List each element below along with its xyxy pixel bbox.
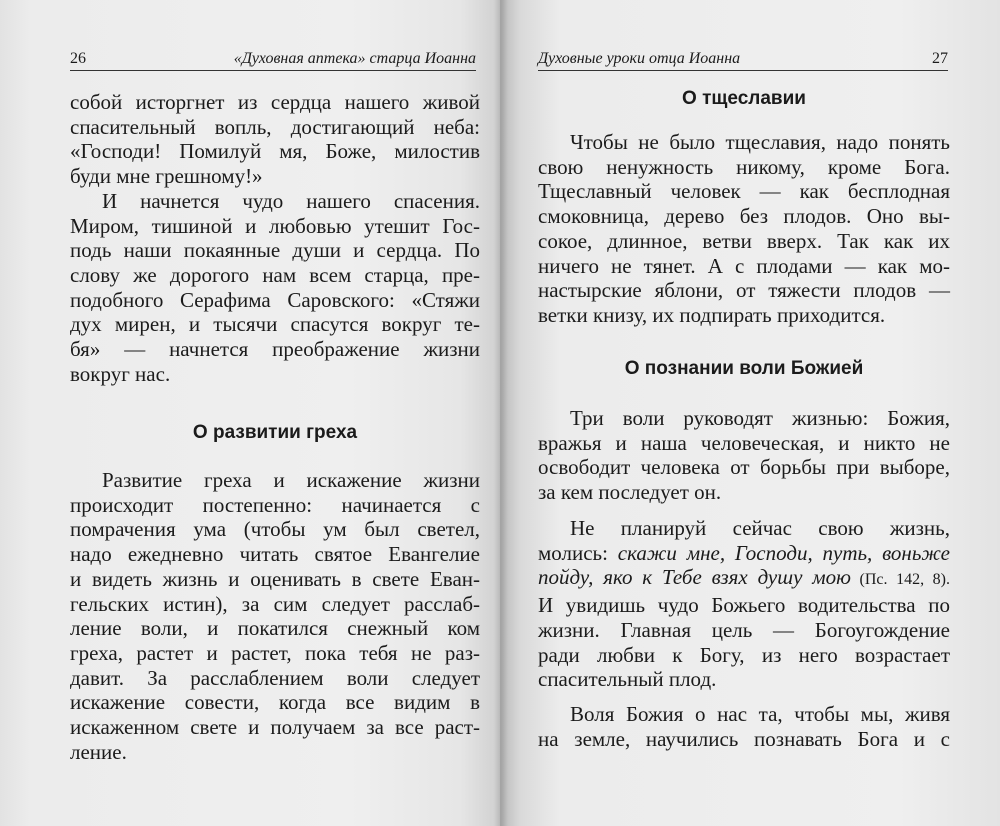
right-page	[500, 0, 1000, 826]
text-line: освободит человека от борьбы при выборе,	[538, 455, 950, 480]
header-rule	[538, 70, 948, 71]
text-line: спасительный вопль, достигающий неба:	[70, 114, 480, 139]
text-line: вражья и наша человеческая, и никто не	[538, 430, 950, 455]
text-line: Воля Божия о нас та, чтобы мы, живя	[570, 702, 950, 726]
section-heading: О познании воли Божией	[624, 358, 864, 379]
text-line: И увидишь чудо Божьего водительства по	[538, 593, 950, 618]
paragraph	[538, 516, 950, 692]
text-line: на земле, научились познавать Бога и с	[538, 726, 950, 751]
text-line: Развитие греха и искажение жизни	[102, 468, 480, 492]
paragraph	[538, 130, 950, 328]
text-line: буди мне грешному!»	[70, 164, 263, 189]
section-heading: О развитии греха	[192, 422, 358, 443]
text-line: подь наши покаянные души и сердца. По	[70, 238, 480, 263]
text-line: за кем последует он.	[538, 480, 722, 505]
text-line: собой исторгнет из сердца нашего живой	[70, 90, 480, 114]
text-line: и видеть жизнь и оценивать в свете Еван-	[70, 566, 480, 591]
running-title: «Духовная аптека» старца Иоанна	[233, 50, 476, 67]
scripture-quote: скажи мне, Господи, путь, воньже	[617, 540, 950, 565]
paragraph	[70, 90, 480, 386]
text-line	[538, 565, 950, 593]
text-line: ничего не тянет. А с плодами — как мо-	[538, 253, 950, 278]
text-line: гельских истин), за сим следует расслаб-	[70, 591, 480, 616]
text-line: надо ежедневно читать святое Евангелие	[70, 542, 480, 567]
text-line: сокое, длинное, ветви вверх. Так как их	[538, 228, 950, 253]
text-line: бя» — начнется преображение жизни	[70, 337, 480, 362]
text-line: Не планируй сейчас свою жизнь,	[570, 516, 950, 540]
header-rule	[70, 70, 476, 71]
book-gutter	[494, 0, 508, 826]
text-line: настырские яблони, от тяжести плодов —	[538, 278, 950, 303]
text-line	[538, 541, 950, 566]
scripture-reference: (Пс. 142, 8).	[850, 571, 950, 589]
text-line: ление.	[70, 739, 127, 764]
text-line: вокруг нас.	[70, 361, 171, 386]
text-line: происходит постепенно: начинается с	[70, 492, 480, 517]
text-line: свою ненужность никому, кроме Бога.	[538, 154, 950, 179]
text-line: спасительный плод.	[538, 667, 717, 692]
text-line: жизни. Главная цель — Богоугождение	[538, 617, 950, 642]
text-line: И начнется чудо нашего спасения.	[102, 188, 480, 213]
text-line: Тщеславный человек — как бесплодная	[538, 179, 950, 204]
text-line: давит. За расслаблением воли следует	[70, 665, 480, 690]
text-line: Три воли руководят жизнью: Божия,	[570, 406, 950, 430]
running-title: Духовные уроки отца Иоанна	[538, 50, 741, 67]
scripture-quote: пойду, яко к Тебе взях душу мою	[538, 565, 851, 590]
text-run: молись:	[538, 540, 618, 565]
paragraph	[538, 406, 950, 505]
text-line: ради любви к Богу, из него возрастает	[538, 642, 950, 667]
paragraph	[538, 702, 950, 751]
text-line: Чтобы не было тщеславия, надо понять	[570, 130, 950, 154]
text-line: ление воли, и покатился снежный ком	[70, 616, 480, 641]
section-heading: О тщеславии	[682, 88, 806, 109]
paragraph	[70, 468, 480, 764]
text-line: Миром, тишиной и любовью утешит Гос-	[70, 213, 480, 238]
text-line: смоковница, дерево без плодов. Оно вы-	[538, 204, 950, 229]
text-line: ветки книзу, их подпирать приходится.	[538, 302, 886, 327]
text-line: подобного Серафима Саровского: «Стяжи	[70, 287, 480, 312]
text-line: помрачения ума (чтобы ум был светел,	[70, 517, 480, 542]
text-line: греха, растет и растет, пока тебя не раз-	[70, 640, 480, 665]
page-number: 26	[70, 50, 86, 67]
text-line: «Господи! Помилуй мя, Боже, милостив	[70, 139, 480, 164]
text-line: искаженном свете и получаем за все раст-	[70, 715, 480, 740]
text-line: искажение совести, когда все видим в	[70, 690, 480, 715]
text-line: дух мирен, и тысячи спасутся вокруг те-	[70, 312, 480, 337]
page-number: 27	[932, 50, 948, 67]
text-line: слову же дорогого нам всем старца, пре-	[70, 262, 480, 287]
